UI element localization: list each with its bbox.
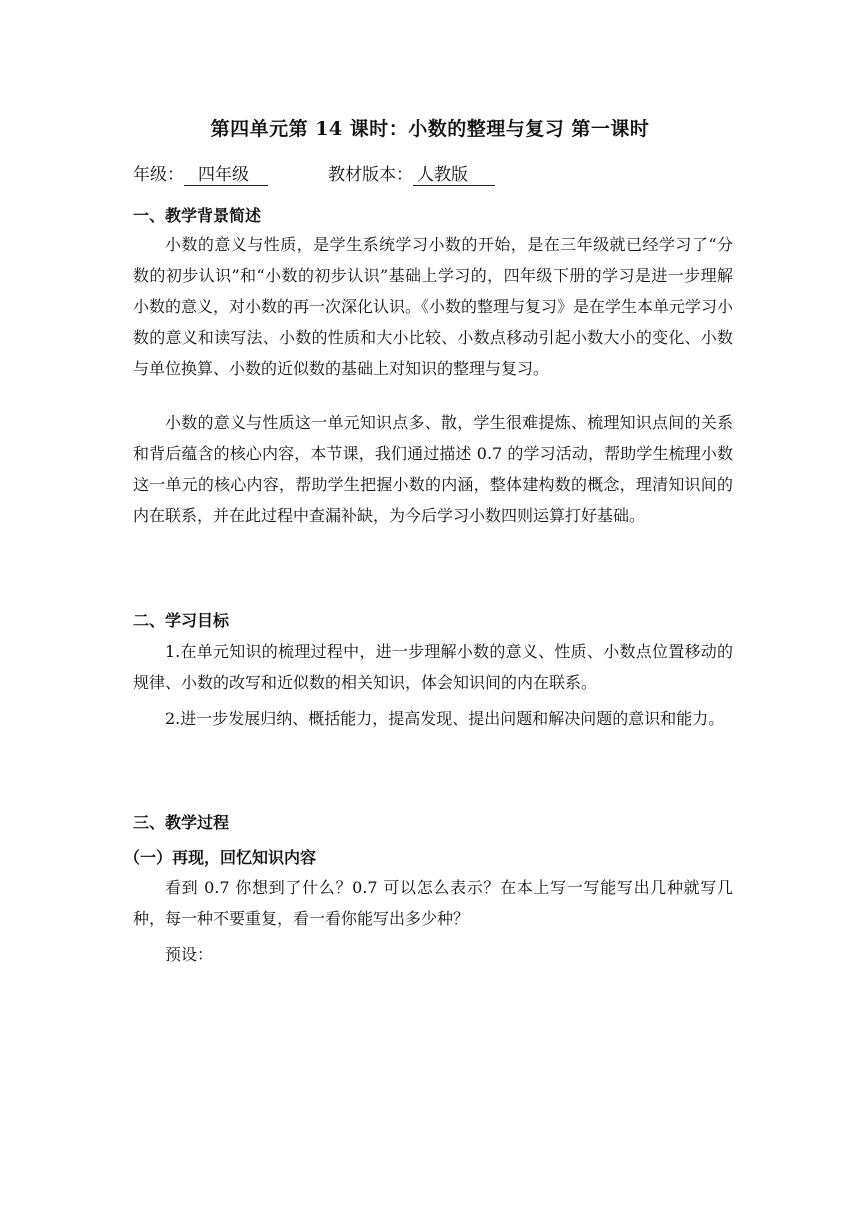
goal-item-2: 2.进一步发展归纳、概括能力，提高发现、提出问题和解决问题的意识和能力。	[165, 709, 725, 728]
grade-value: 四年级	[184, 165, 268, 186]
page-title: 第四单元第 14 课时：小数的整理与复习 第一课时	[210, 118, 650, 140]
process-paragraph-1: 看到 0.7 你想到了什么？0.7 可以怎么表示？在本上写一写能写出几种就写几种，每一种不要重复，看一看你能写出多少种？	[133, 878, 733, 928]
lesson-meta	[133, 160, 495, 186]
goal-item-1: 1.在单元知识的梳理过程中，进一步理解小数的意义、性质、小数点位置移动的规律、小数的改写和近似数的相关知识，体会知识间的内在联系。	[133, 642, 733, 692]
section-heading-goals: 二、学习目标	[133, 611, 230, 630]
edition-value: 人教版	[413, 165, 495, 186]
edition-label: 教材版本：	[328, 165, 413, 185]
background-paragraph-2: 小数的意义与性质这一单元知识点多、散，学生很难提炼、梳理知识点间的关系和背后蕴含的核心内容，本节课，我们通过描述 0.7 的学习活动，帮助学生梳理小数这一单元的核心内容，帮助学生把握小数的内涵，整体建构数的概念，理清知识间的内在联系，并在此过程中查漏补缺，为今后学习小数四则运算打好基础。	[133, 413, 733, 525]
process-subheading: （一）再现，回忆知识内容	[124, 848, 317, 867]
grade-label: 年级：	[133, 165, 184, 185]
section-heading-process: 三、教学过程	[133, 813, 230, 832]
section-heading-background: 一、教学背景简述	[133, 206, 262, 225]
background-paragraph-1: 小数的意义与性质，是学生系统学习小数的开始，是在三年级就已经学习了“分数的初步认识”和“小数的初步认识”基础上学习的，四年级下册的学习是进一步理解小数的意义，对小数的再一次深化认识。《小数的整理与复习》是在学生本单元学习小数的意义和读写法、小数的性质和大小比较、小数点移动引起小数大小的变化、小数与单位换算、小数的近似数的基础上对知识的整理与复习。	[133, 235, 734, 378]
process-paragraph-2: 预设：	[165, 945, 214, 964]
